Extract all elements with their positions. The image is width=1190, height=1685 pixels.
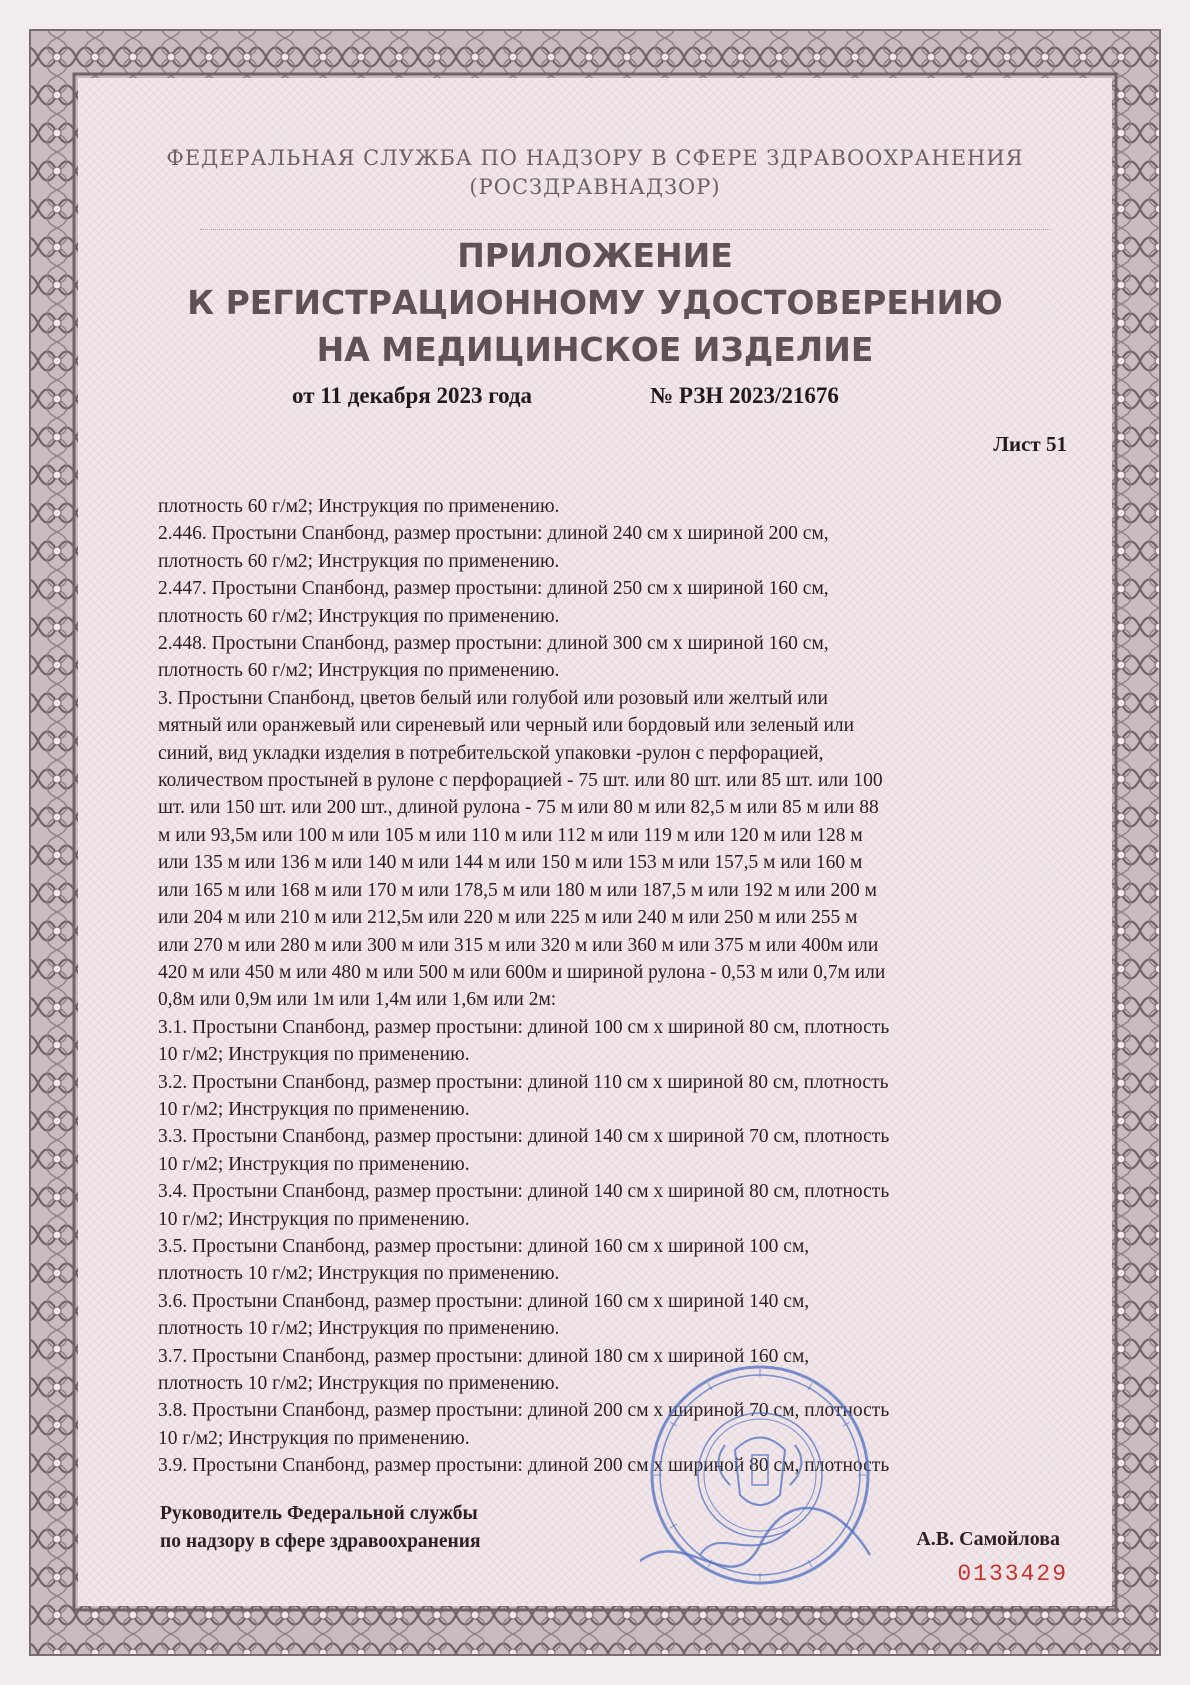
document-text	[158, 493, 1063, 1480]
text-line: плотность 10 г/м2; Инструкция по применению.	[158, 1373, 560, 1394]
text-line: плотность 10 г/м2; Инструкция по применению.	[158, 1318, 560, 1340]
text-line: или 270 м или 280 м или 300 м или 315 м или 320 м или 360 м или 375 м или 400м или	[158, 934, 879, 956]
text-line: 10 г/м2; Инструкция по применению.	[158, 1208, 470, 1230]
form-serial-number: 0133429	[957, 1561, 1068, 1587]
sheet-number: Лист 51	[993, 432, 1067, 456]
registration-number: № РЗН 2023/21676	[650, 383, 839, 408]
document-subtitle-1: К РЕГИСТРАЦИОННОМУ УДОСТОВЕРЕНИЮ	[187, 283, 1003, 322]
text-line: или 165 м или 168 м или 170 м или 178,5 м или 180 м или 187,5 м или 192 м или 200 м	[158, 879, 877, 901]
signatory-position-line1: Руководитель Федеральной службы	[160, 1503, 478, 1524]
official-seal-stamp	[640, 1355, 880, 1595]
text-line: 3.7. Простыни Спанбонд, размер простыни: длиной 180 см х шириной 160 см,	[158, 1345, 810, 1367]
signatory-position-line2: по надзору в сфере здравоохранения	[160, 1531, 481, 1552]
text-line: 3.4. Простыни Спанбонд, размер простыни: длиной 140 см х шириной 80 см, плотность	[158, 1181, 890, 1203]
text-line: 10 г/м2; Инструкция по применению.	[158, 1427, 470, 1449]
text-line: 10 г/м2; Инструкция по применению.	[158, 1098, 470, 1120]
text-line: 3.2. Простыни Спанбонд, размер простыни: длиной 110 см х шириной 80 см, плотность	[158, 1071, 889, 1093]
text-line: 420 м или 450 м или 480 м или 500 м или 600м и шириной рулона - 0,53 м или 0,7м или	[158, 961, 886, 983]
text-line: м или 93,5м или 100 м или 105 м или 110 м или 112 м или 119 м или 120 м или 128 м	[158, 824, 863, 846]
issue-date: от 11 декабря 2023 года	[292, 383, 533, 408]
text-line: 0,8м или 0,9м или 1м или 1,4м или 1,6м или 2м:	[158, 989, 557, 1011]
text-line: 10 г/м2; Инструкция по применению.	[158, 1044, 470, 1066]
text-line: 2.446. Простыни Спанбонд, размер простыни: длиной 240 см х шириной 200 см,	[158, 523, 829, 545]
text-line: 3.6. Простыни Спанбонд, размер простыни: длиной 160 см х шириной 140 см,	[158, 1290, 810, 1312]
text-line: синий, вид укладки изделия в потребительской упаковки -рулон с перфорацией,	[158, 742, 824, 764]
text-line: 3.8. Простыни Спанбонд, размер простыни: длиной 200 см х шириной 70 см, плотность	[158, 1400, 890, 1422]
text-line: 2.447. Простыни Спанбонд, размер простыни: длиной 250 см х шириной 160 см,	[158, 578, 829, 600]
text-line: или 135 м или 136 м или 140 м или 144 м или 150 м или 153 м или 157,5 м или 160 м	[158, 852, 863, 874]
text-line: плотность 60 г/м2; Инструкция по применению.	[158, 605, 560, 627]
text-line: 3.5. Простыни Спанбонд, размер простыни: длиной 160 см х шириной 100 см,	[158, 1235, 810, 1257]
signatory-name: А.В. Самойлова	[916, 1528, 1060, 1550]
text-line: 3.3. Простыни Спанбонд, размер простыни: длиной 140 см х шириной 70 см, плотность	[158, 1126, 890, 1148]
header-divider	[200, 229, 1050, 230]
text-line: 3.9. Простыни Спанбонд, размер простыни: длиной 200 см х шириной 80 см, плотность	[158, 1455, 890, 1477]
text-line: плотность 60 г/м2; Инструкция по применению.	[158, 660, 560, 682]
document-title: ПРИЛОЖЕНИЕ	[457, 236, 733, 275]
document-subtitle-2: НА МЕДИЦИНСКОЕ ИЗДЕЛИЕ	[316, 330, 874, 369]
text-line: или 204 м или 210 м или 212,5м или 220 м или 225 м или 240 м или 250 м или 255 м	[158, 907, 858, 929]
text-line: 10 г/м2; Инструкция по применению.	[158, 1153, 470, 1175]
text-line: 3. Простыни Спанбонд, цветов белый или голубой или розовый или желтый или	[158, 687, 828, 709]
text-line: плотность 60 г/м2; Инструкция по применению.	[158, 550, 560, 572]
text-line: шт. или 150 шт. или 200 шт., длиной рулона - 75 м или 80 м или 82,5 м или 85 м или 88	[158, 797, 879, 819]
text-line: количеством простыней в рулоне с перфорацией - 75 шт. или 80 шт. или 85 шт. или 100	[158, 770, 883, 792]
text-line: 3.1. Простыни Спанбонд, размер простыни: длиной 100 см х шириной 80 см, плотность	[158, 1016, 890, 1038]
text-line: 2.448. Простыни Спанбонд, размер простыни: длиной 300 см х шириной 160 см,	[158, 633, 829, 655]
agency-name: ФЕДЕРАЛЬНАЯ СЛУЖБА ПО НАДЗОРУ В СФЕРЕ ЗДРАВООХРАНЕНИЯ	[166, 146, 1024, 170]
signatory-position	[160, 1500, 481, 1556]
text-line: плотность 60 г/м2; Инструкция по применению.	[158, 496, 560, 517]
agency-abbreviation: (РОСЗДРАВНАДЗОР)	[469, 175, 721, 199]
text-line: мятный или оранжевый или сиреневый или черный или бордовый или зеленый или	[158, 715, 855, 737]
text-line: плотность 10 г/м2; Инструкция по применению.	[158, 1263, 560, 1285]
